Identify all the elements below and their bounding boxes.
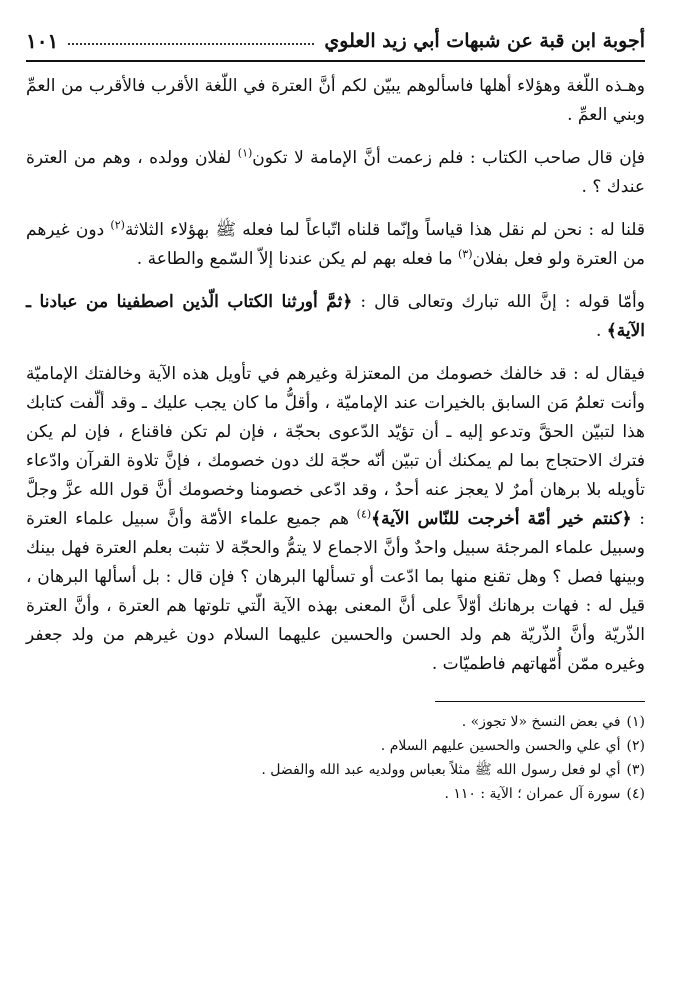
footnote-ref-2: (٢) [110, 218, 125, 232]
book-page [26, 22, 645, 998]
paragraph-1 [26, 72, 645, 130]
paragraph-text: فيقال له : قد خالفك خصومك من المعتزلة وغيرهم في تأويل هذه الآية وخالفتك الإماميّة وأنت تعلمُ مَن السابق بالخيرات عند الإماميّة ، وأقلُّ ما كان يجب عليك ـ وقد ألّفت كتابك هذا لتبيّن الحقَّ وتدعو إليه ـ أن تؤيّد الدّعوى بحجّة ، فإن لم تكن فاقناع ، فإن لم يكن فترك الاحتجاج بما لم يمكنك أن تبيّن أنّه حجّة لك دون خصومك ، فإنَّ تلاوة القرآن وادّعاء تأويله بلا برهان أمرٌ لا يعجز عنه أحدٌ ، وقد ادّعى خصومنا وخصومك أنَّ قول الله عزَّ وجلَّ : [26, 364, 645, 529]
footnotes [26, 710, 645, 806]
footnote-number: (٢) [626, 738, 645, 754]
paragraph-text: ما فعله بهم لم يكن عندنا إلاّ السّمع والطاعة . [136, 249, 458, 269]
quran-quote: ﴿ثمَّ أورثنا الكتاب الّذين اصطفينا من عبادنا ـ الآية﴾ [26, 292, 645, 341]
paragraph-text: هم جميع علماء الأمّة وأنَّ سبيل علماء العترة وسبيل علماء المرجئة سبيل واحدٌ وأنَّ الاجماع لا يتمُّ والحجّة لا تثبت بعلم العترة فهل بينك وبينها فصل ؟ وهل تقنع منها بما ادّعت أو تسألها البرهان ؟ فإن قال : بل أسألها البرهان ، قيل له : فهات برهانك أوّلاً على أنَّ المعنى بهذه الآية الّتي تلوتها هم العترة ، وأنَّ العترة الذّريّة وأنَّ الذّريّة هم ولد الحسن والحسين عليهما السلام دون غيرهم من ولد جعفر وغيره ممّن أُمّهاتهم فاطميّات . [26, 509, 645, 674]
paragraph-text: دون غيرهم من العترة ولو فعل بفلان [26, 220, 645, 269]
paragraph-text: قلنا له : نحن لم نقل هذا قياساً وإنّما قلناه اتّباعاً لما فعله ﷺ بهؤلاء الثلاثة [124, 220, 645, 240]
page-number: ١٠١ [26, 29, 59, 53]
paragraph-text: فإن قال صاحب الكتاب : فلم زعمت أنَّ الإمامة لا تكون [252, 148, 645, 168]
footnote-ref-3: (٣) [457, 247, 473, 261]
running-title: أجوبة ابن قبة عن شبهات أبي زيد العلوي [324, 30, 645, 52]
footnote-2 [26, 734, 645, 758]
footnote-1 [26, 710, 645, 734]
footnote-text: في بعض النسخ «لا تجوز» . [461, 714, 621, 730]
footnote-4 [26, 782, 645, 806]
footnote-text: أي لو فعل رسول الله ﷺ مثلاً بعباس وولديه عبد الله والفضل . [261, 762, 621, 778]
paragraph-text: لفلان وولده ، وهم من العترة عندك ؟ . [26, 148, 645, 197]
dotted-leader [68, 43, 314, 45]
footnote-ref-1: (١) [237, 146, 253, 160]
page-header [26, 22, 645, 62]
paragraph-2 [26, 144, 645, 202]
footnote-text: أي علي والحسن والحسين عليهم السلام . [380, 738, 621, 754]
paragraph-text: وهـذه اللّغة وهؤلاء أهلها فاسألوهم يبيّن لكم أنَّ العترة في اللّغة الأقرب فالأقرب من العمِّ وبني العمِّ . [26, 76, 645, 125]
quran-quote: ﴿كنتم خير أمّة أخرجت للنّاس الآية﴾ [371, 509, 632, 529]
footnote-3 [26, 758, 645, 782]
footnote-text: سورة آل عمران ؛ الآية : ١١٠ . [444, 786, 621, 802]
footnote-divider [435, 701, 645, 702]
footnote-number: (٣) [626, 762, 645, 778]
paragraph-5 [26, 360, 645, 679]
footnote-ref-4: (٤) [356, 507, 372, 521]
footnote-number: (٤) [626, 786, 645, 802]
main-text [26, 72, 645, 679]
paragraph-3 [26, 216, 645, 274]
footnote-number: (١) [626, 714, 645, 730]
paragraph-text: . [595, 321, 607, 341]
paragraph-text: وأمّا قوله : إنَّ الله تبارك وتعالى قال : [352, 292, 645, 312]
paragraph-4 [26, 288, 645, 346]
